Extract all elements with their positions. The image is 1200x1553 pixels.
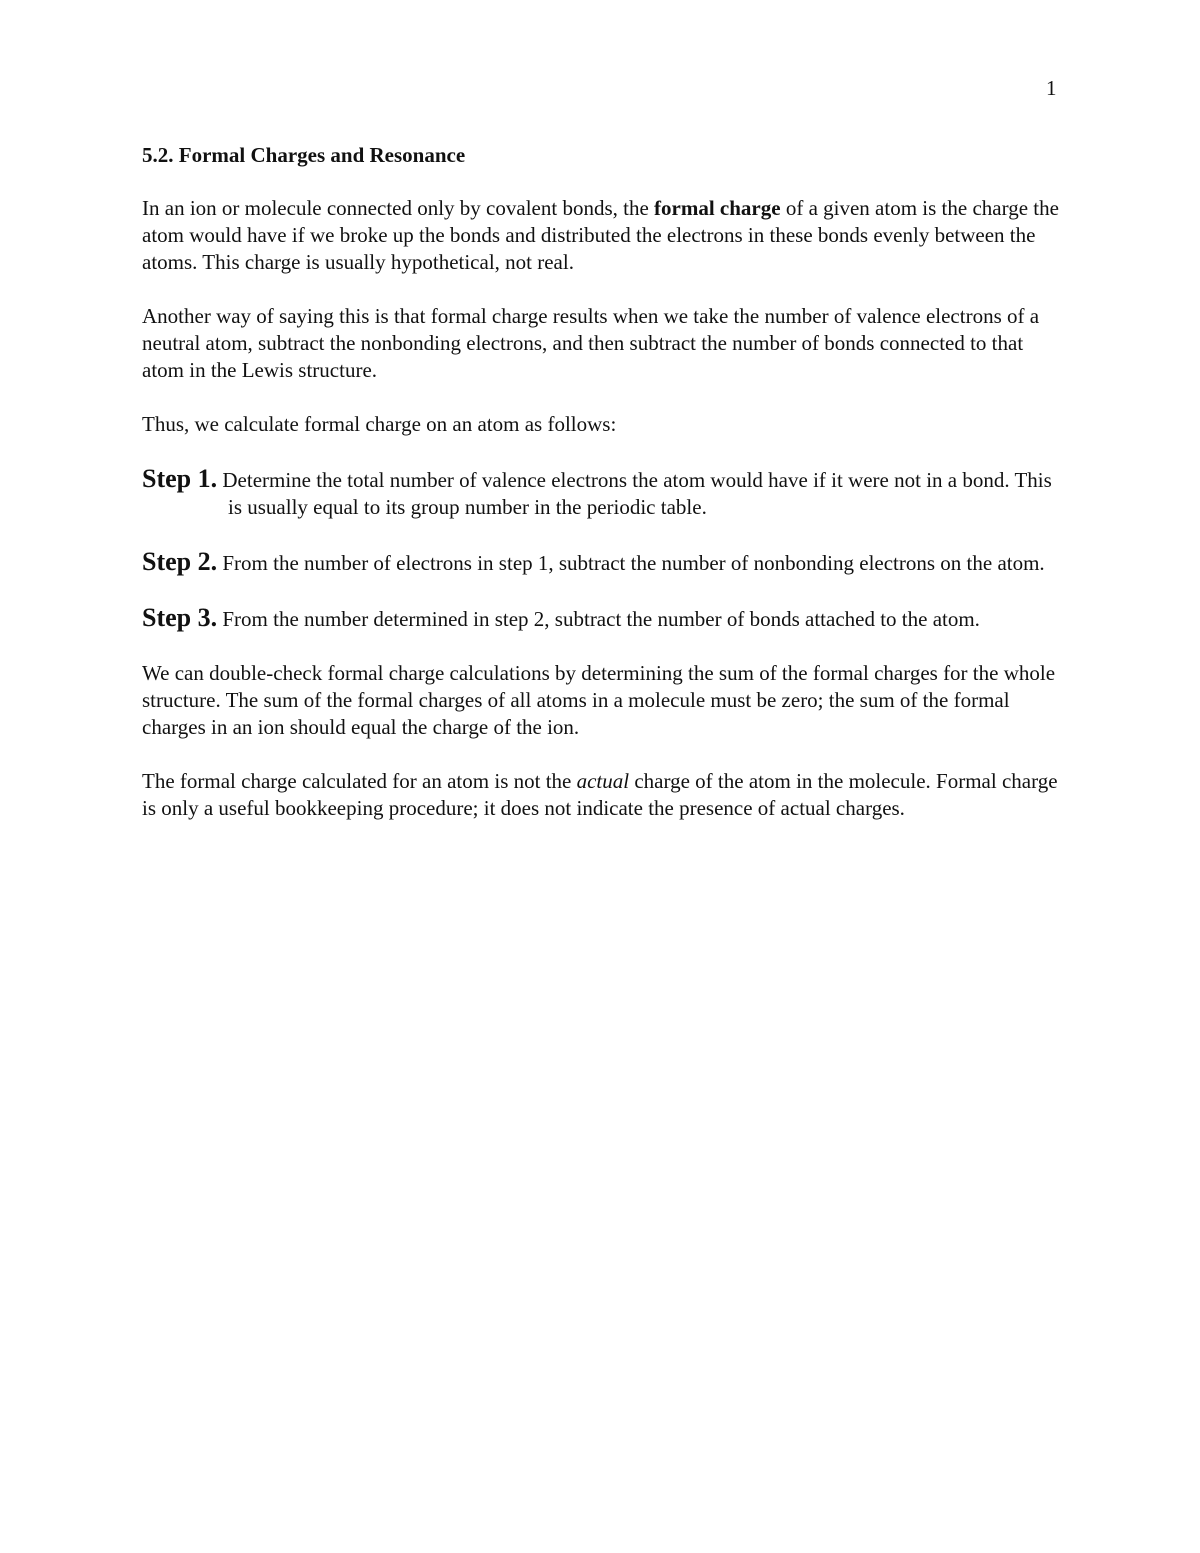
step-1-label: Step 1. — [142, 464, 218, 493]
step-2-text: From the number of electrons in step 1, subtract the number of nonbonding electrons on the atom. — [222, 551, 1045, 575]
document-body — [142, 142, 1062, 849]
step-1-text: Determine the total number of valence electrons the atom would have if it were not in a bond. This is usually equal to its group number in the periodic table. — [222, 468, 1052, 519]
paragraph-explanation: Another way of saying this is that formal charge results when we take the number of valence electrons of a neutral atom, subtract the nonbonding electrons, and then subtract the number of bonds connected to that atom in the Lewis structure. — [142, 304, 1040, 382]
actual-charge-text-end: charge of the atom in the molecule. Formal charge is only a useful bookkeeping procedure; it does not indicate the presence of actual charges. — [142, 769, 1058, 820]
step-2 — [142, 548, 1062, 577]
formal-charge-term: formal charge — [654, 196, 781, 220]
actual-term: actual — [576, 769, 630, 793]
section-title: 5.2. Formal Charges and Resonance — [142, 143, 466, 167]
paragraph-double-check: We can double-check formal charge calculations by determining the sum of the formal charges for the whole structure. The sum of the formal charges of all atoms in a molecule must be zero; the sum of the formal charges in an ion should equal the charge of the ion. — [142, 661, 1056, 739]
actual-charge-text-start: The formal charge calculated for an atom is not the — [142, 769, 577, 793]
definition-text-end: of a given atom is the charge the atom would have if we broke up the bonds and distributed the electrons in these bonds evenly between the atoms. This charge is usually hypothetical, not real. — [142, 196, 1059, 274]
page-number: 1 — [1046, 76, 1057, 100]
definition-text-start: In an ion or molecule connected only by covalent bonds, the — [142, 196, 655, 220]
step-3-label: Step 3. — [142, 603, 218, 632]
paragraph-definition — [142, 195, 1062, 276]
step-2-label: Step 2. — [142, 547, 218, 576]
step-3 — [142, 604, 1062, 633]
paragraph-intro-steps: Thus, we calculate formal charge on an atom as follows: — [142, 412, 617, 436]
paragraph-actual-charge — [142, 768, 1062, 822]
step-1 — [142, 465, 1062, 521]
step-3-text: From the number determined in step 2, subtract the number of bonds attached to the atom. — [222, 607, 980, 631]
